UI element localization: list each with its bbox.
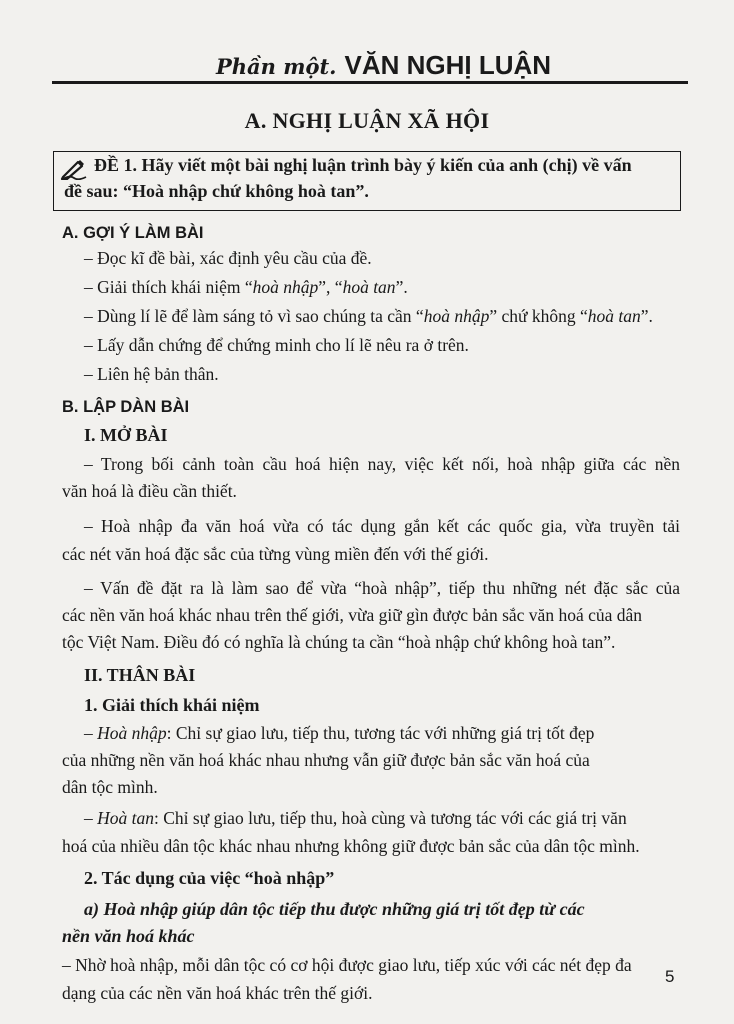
- term: hoà nhập: [423, 306, 490, 326]
- guide-heading: A. GỢI Ý LÀM BÀI: [62, 224, 204, 242]
- subheading-2a: nền văn hoá khác: [62, 926, 195, 946]
- chapter-part: Phần một.: [216, 54, 337, 79]
- body-heading: II. THÂN BÀI: [84, 665, 196, 685]
- definition-line: hoá của nhiều dân tộc khác nhau nhưng không giữ được bản sắc của dân tộc mình.: [62, 836, 640, 856]
- intro-heading: I. MỞ BÀI: [84, 425, 168, 445]
- subheading-2a: a) Hoà nhập giúp dân tộc tiếp thu được những giá trị tốt đẹp từ các: [84, 899, 585, 919]
- term: Hoà nhập: [97, 723, 167, 743]
- guide-item: [84, 308, 653, 326]
- paragraph-line: dạng của các nền văn hoá khác trên thế giới.: [62, 983, 373, 1003]
- subheading-2: 2. Tác dụng của việc “hoà nhập”: [84, 868, 335, 888]
- guide-item: – Đọc kĩ đề bài, xác định yêu cầu của đề.: [84, 248, 372, 268]
- intro-line: – Vấn đề đặt ra là làm sao để vừa “hoà nhập”, tiếp thu những nét đặc sắc của: [84, 578, 680, 598]
- page-header: [0, 44, 734, 86]
- section-title: A. NGHỊ LUẬN XÃ HỘI: [244, 108, 490, 133]
- term: hoà tan: [587, 306, 641, 326]
- prompt-line-1: ĐỀ 1. Hãy viết một bài nghị luận trình bày ý kiến của anh (chị) về vấn: [94, 155, 632, 175]
- page-number: 5: [665, 967, 675, 986]
- prompt-box: [53, 151, 681, 211]
- guide-item: [84, 279, 408, 297]
- definition-line: của những nền văn hoá khác nhau nhưng vẫn giữ được bản sắc văn hoá của: [62, 750, 590, 770]
- text: : Chỉ sự giao lưu, tiếp thu, tương tác với những giá trị tốt đẹp: [166, 723, 595, 743]
- intro-line: – Trong bối cảnh toàn cầu hoá hiện nay, việc kết nối, hoà nhập giữa các nền: [84, 454, 680, 474]
- text: : Chỉ sự giao lưu, tiếp thu, hoà cùng và tương tác với các giá trị văn: [154, 808, 627, 828]
- text: – Giải thích khái niệm “: [84, 277, 253, 297]
- intro-line: các nét văn hoá đặc sắc của từng vùng miền đến với thế giới.: [62, 544, 489, 564]
- intro-line: các nền văn hoá khác nhau trên thế giới, vừa giữ gìn được bản sắc văn hoá của dân: [62, 605, 643, 625]
- guide-item: – Lấy dẫn chứng để chứng minh cho lí lẽ nêu ra ở trên.: [84, 335, 469, 355]
- text: ”, “: [318, 277, 343, 297]
- term: Hoà tan: [97, 808, 154, 828]
- header-rule: [52, 81, 688, 84]
- subheading-1: 1. Giải thích khái niệm: [84, 695, 260, 715]
- definition-line: – Hoà tan: Chỉ sự giao lưu, tiếp thu, hoà cùng và tương tác với các giá trị văn: [84, 808, 627, 828]
- chapter-name: VĂN NGHỊ LUẬN: [344, 50, 552, 80]
- guide-item: – Liên hệ bản thân.: [84, 364, 219, 384]
- text: – Dùng lí lẽ để làm sáng tỏ vì sao chúng ta cần “: [84, 306, 424, 326]
- text: ” chứ không “: [489, 306, 588, 326]
- intro-line: văn hoá là điều cần thiết.: [62, 481, 237, 501]
- pen-writing-icon: [60, 158, 88, 180]
- outline-heading: B. LẬP DÀN BÀI: [62, 398, 190, 416]
- text: ”.: [395, 277, 408, 297]
- chapter-title: [216, 50, 551, 81]
- prompt-line-2: đề sau: “Hoà nhập chứ không hoà tan”.: [64, 181, 369, 201]
- paragraph-line: – Nhờ hoà nhập, mỗi dân tộc có cơ hội được giao lưu, tiếp xúc với các nét đẹp đa: [62, 955, 632, 975]
- term: hoà nhập: [252, 277, 319, 297]
- intro-line: tộc Việt Nam. Điều đó có nghĩa là chúng ta cần “hoà nhập chứ không hoà tan”.: [62, 632, 616, 652]
- definition-line: – Hoà nhập: Chỉ sự giao lưu, tiếp thu, tương tác với những giá trị tốt đẹp: [84, 723, 595, 743]
- term: hoà tan: [342, 277, 396, 297]
- text: ”.: [640, 306, 653, 326]
- intro-line: – Hoà nhập đa văn hoá vừa có tác dụng gắn kết các quốc gia, vừa truyền tải: [84, 516, 680, 536]
- definition-line: dân tộc mình.: [62, 777, 158, 797]
